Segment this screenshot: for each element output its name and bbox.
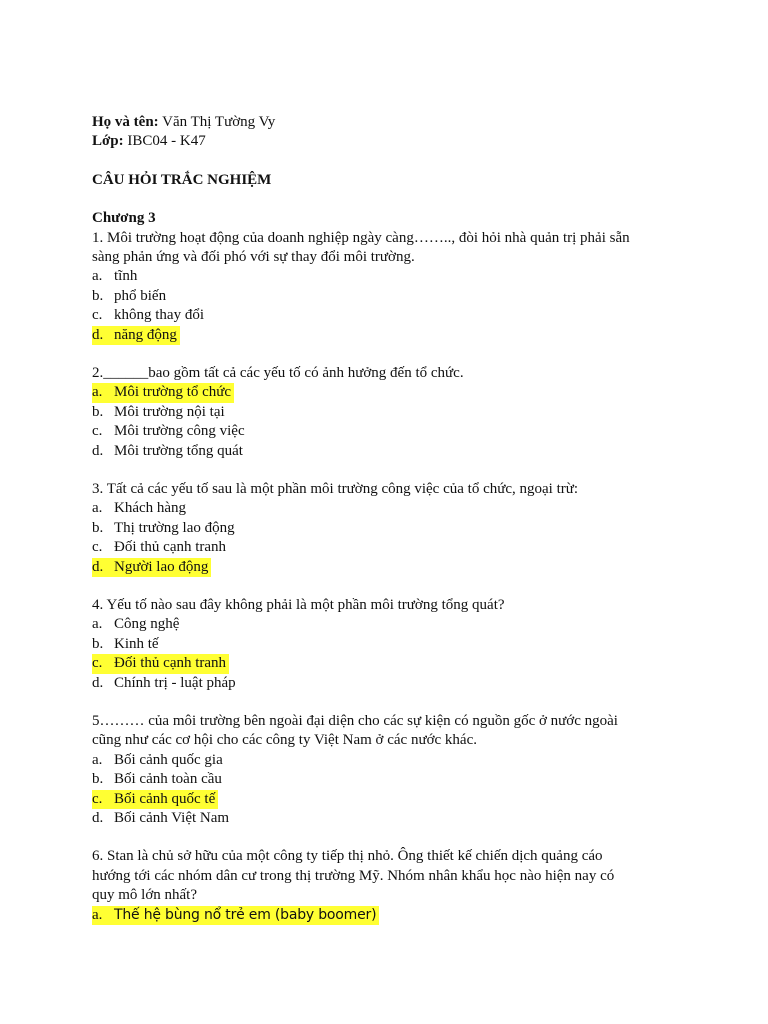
class-line bbox=[92, 132, 732, 151]
question-text: 5……… của môi trường bên ngoài đại diện cho các sự kiện có nguồn gốc ở nước ngoài bbox=[92, 712, 618, 729]
option-letter: a. bbox=[92, 500, 103, 517]
question-block bbox=[92, 480, 732, 577]
option-text: Đối thủ cạnh tranh bbox=[114, 539, 227, 556]
answer-option bbox=[92, 538, 732, 557]
answer-option bbox=[92, 499, 732, 518]
option-list bbox=[92, 383, 732, 461]
option-text: Bối cảnh toàn cầu bbox=[114, 771, 222, 788]
question-text: hướng tới các nhóm dân cư trong thị trường Mỹ. Nhóm nhân khẩu học nào hiện nay có bbox=[92, 867, 615, 884]
answer-option bbox=[92, 674, 732, 693]
chapter-heading: Chương 3 bbox=[92, 210, 156, 227]
class-label: Lớp: bbox=[92, 133, 124, 150]
question-text: 4. Yếu tố nào sau đây không phải là một phần môi trường tổng quát? bbox=[92, 596, 505, 613]
question-block bbox=[92, 712, 732, 828]
option-letter: d. bbox=[92, 326, 114, 345]
option-text: Đối thủ cạnh tranh bbox=[114, 654, 229, 673]
option-text: Thị trường lao động bbox=[114, 519, 235, 536]
option-text: Môi trường công việc bbox=[114, 423, 245, 440]
answer-option bbox=[92, 519, 732, 538]
option-letter: c. bbox=[92, 307, 103, 324]
option-letter: d. bbox=[92, 809, 104, 826]
question-text: cũng như các cơ hội cho các công ty Việt Nam ở các nước khác. bbox=[92, 732, 477, 749]
question-text: sàng phản ứng và đối phó với sự thay đổi môi trường. bbox=[92, 249, 415, 266]
option-letter: b. bbox=[92, 403, 104, 420]
option-letter: c. bbox=[92, 654, 114, 673]
question-text: quy mô lớn nhất? bbox=[92, 887, 197, 904]
question-block bbox=[92, 847, 732, 925]
question-block bbox=[92, 596, 732, 693]
option-text: phổ biến bbox=[114, 287, 167, 304]
option-letter: c. bbox=[92, 790, 114, 809]
answer-option bbox=[92, 403, 732, 422]
option-letter: a. bbox=[92, 751, 103, 768]
option-letter: d. bbox=[92, 558, 114, 577]
option-text: Thế hệ bùng nổ trẻ em (baby boomer) bbox=[114, 906, 379, 925]
answer-option bbox=[92, 422, 732, 441]
option-text: năng động bbox=[114, 326, 180, 345]
answer-option bbox=[92, 615, 732, 634]
option-list bbox=[92, 751, 732, 829]
answer-option bbox=[92, 287, 732, 306]
question-text: 1. Môi trường hoạt động của doanh nghiệp ngày càng…….., đòi hỏi nhà quản trị phải sẵn bbox=[92, 229, 630, 246]
answer-option-highlighted bbox=[92, 906, 732, 925]
answer-option bbox=[92, 306, 732, 325]
option-text: Chính trị - luật pháp bbox=[114, 674, 236, 691]
option-letter: b. bbox=[92, 635, 104, 652]
option-text: Bối cảnh Việt Nam bbox=[114, 809, 230, 826]
option-text: Bối cảnh quốc tế bbox=[114, 790, 218, 809]
student-name-line bbox=[92, 113, 732, 132]
option-list bbox=[92, 615, 732, 693]
answer-option bbox=[92, 770, 732, 789]
option-text: Khách hàng bbox=[114, 500, 187, 517]
answer-option-highlighted bbox=[92, 558, 732, 577]
option-text: Môi trường tổng quát bbox=[114, 442, 243, 459]
answer-option bbox=[92, 751, 732, 770]
name-label: Họ và tên: bbox=[92, 114, 159, 130]
document-title: CÂU HỎI TRẮC NGHIỆM bbox=[92, 171, 272, 188]
option-list bbox=[92, 499, 732, 577]
question-text: 3. Tất cả các yếu tố sau là một phần môi trường công việc của tổ chức, ngoại trừ: bbox=[92, 480, 579, 497]
option-letter: a. bbox=[92, 906, 114, 925]
option-list bbox=[92, 267, 732, 345]
question-text: 2.______bao gồm tất cả các yếu tố có ảnh hưởng đến tổ chức. bbox=[92, 365, 464, 381]
option-letter: b. bbox=[92, 287, 104, 304]
class-value: IBC04 - K47 bbox=[127, 133, 206, 150]
document-page bbox=[92, 113, 732, 925]
option-letter: c. bbox=[92, 423, 103, 440]
answer-option-highlighted bbox=[92, 790, 732, 809]
option-text: Môi trường nội tại bbox=[114, 403, 225, 420]
option-letter: d. bbox=[92, 442, 104, 459]
option-text: Công nghệ bbox=[114, 616, 180, 633]
option-letter: b. bbox=[92, 519, 104, 536]
answer-option bbox=[92, 442, 732, 461]
answer-option-highlighted bbox=[92, 654, 732, 673]
option-letter: a. bbox=[92, 383, 114, 402]
answer-option bbox=[92, 635, 732, 654]
answer-option bbox=[92, 267, 732, 286]
option-text: tĩnh bbox=[114, 268, 138, 285]
answer-option-highlighted bbox=[92, 383, 732, 402]
option-text: Người lao động bbox=[114, 558, 211, 577]
answer-option bbox=[92, 809, 732, 828]
question-block bbox=[92, 229, 732, 345]
question-block bbox=[92, 364, 732, 461]
answer-option-highlighted bbox=[92, 326, 732, 345]
question-text: 6. Stan là chủ sở hữu của một công ty tiếp thị nhỏ. Ông thiết kế chiến dịch quảng cáo bbox=[92, 848, 603, 865]
question-list bbox=[92, 229, 732, 925]
name-value: Văn Thị Tường Vy bbox=[162, 114, 276, 130]
option-letter: c. bbox=[92, 539, 103, 556]
option-letter: d. bbox=[92, 674, 104, 691]
option-text: Kinh tế bbox=[114, 635, 159, 652]
option-letter: b. bbox=[92, 771, 104, 788]
option-list bbox=[92, 906, 732, 925]
option-text: Bối cảnh quốc gia bbox=[114, 751, 223, 768]
option-text: Môi trường tổ chức bbox=[114, 383, 234, 402]
option-letter: a. bbox=[92, 616, 103, 633]
option-text: không thay đổi bbox=[114, 307, 204, 324]
option-letter: a. bbox=[92, 268, 103, 285]
